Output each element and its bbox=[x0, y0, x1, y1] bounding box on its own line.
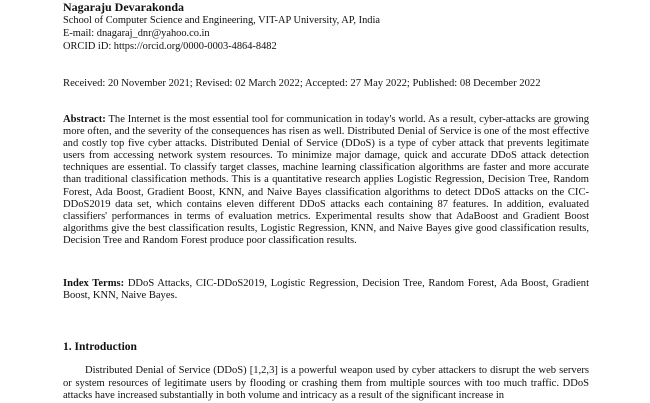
author-affiliation: School of Computer Science and Engineering, VIT-AP University, AP, India bbox=[63, 15, 380, 26]
section-title-introduction: 1. Introduction bbox=[63, 341, 137, 353]
index-terms-text: DDoS Attacks, CIC-DDoS2019, Logistic Regression, Decision Tree, Random Forest, Ada Boost, Gradient Boost, KNN, Naive Bayes. bbox=[63, 278, 589, 302]
index-terms bbox=[63, 278, 589, 302]
abstract-label: Abstract: bbox=[63, 114, 106, 125]
index-terms-label: Index Terms: bbox=[63, 278, 125, 289]
author-email: E-mail: dnagaraj_dnr@yahoo.co.in bbox=[63, 28, 210, 39]
abstract-text: The Internet is the most essential tool for communication in today's world. As a result, cyber-attacks are growing more often, and the severity of the consequences has risen as well. Distributed Denial of Service is one of the most effective and costly top five cyber attacks. Distributed Denial of Service (DDoS) is a type of cyber attack that prevents legitimate users from accessing network system resources. To minimize major damage, quick and accurate DDoS attack detection techniques are essential. To classify target classes, machine learning classification algorithms are faster and more accurate than traditional classification methods. This is a quantitative research applies Logistic Regression, Decision Tree, Random Forest, Ada Boost, Gradient Boost, KNN, and Naive Bayes classification algorithms to detect DDoS attacks on the CIC-DDoS2019 data set, which contains eleven different DDoS attacks each containing 87 features. In addition, evaluated classifiers' performances in terms of evaluation metrics. Experimental results show that AdaBoost and Gradient Boost algorithms give the best classification results, Logistic Regression, KNN, and Naive Bayes give good classification results, Decision Tree and Random Forest produce poor classification results. bbox=[63, 114, 589, 246]
abstract bbox=[63, 114, 589, 247]
introduction-paragraph: Distributed Denial of Service (DDoS) [1,2,3] is a powerful weapon used by cyber attackers to disrupt the web servers or system resources of legitimate users by flooding or crashing them from multiple sources with too much traffic. DDoS attacks have increased substantially in both volume and intricacy as a result of the significant increase in bbox=[63, 365, 589, 402]
publication-dates: Received: 20 November 2021; Revised: 02 March 2022; Accepted: 27 May 2022; Published: 08 December 2022 bbox=[63, 78, 541, 89]
author-orcid: ORCID iD: https://orcid.org/0000-0003-4864-8482 bbox=[63, 41, 277, 52]
author-name: Nagaraju Devarakonda bbox=[63, 0, 185, 14]
